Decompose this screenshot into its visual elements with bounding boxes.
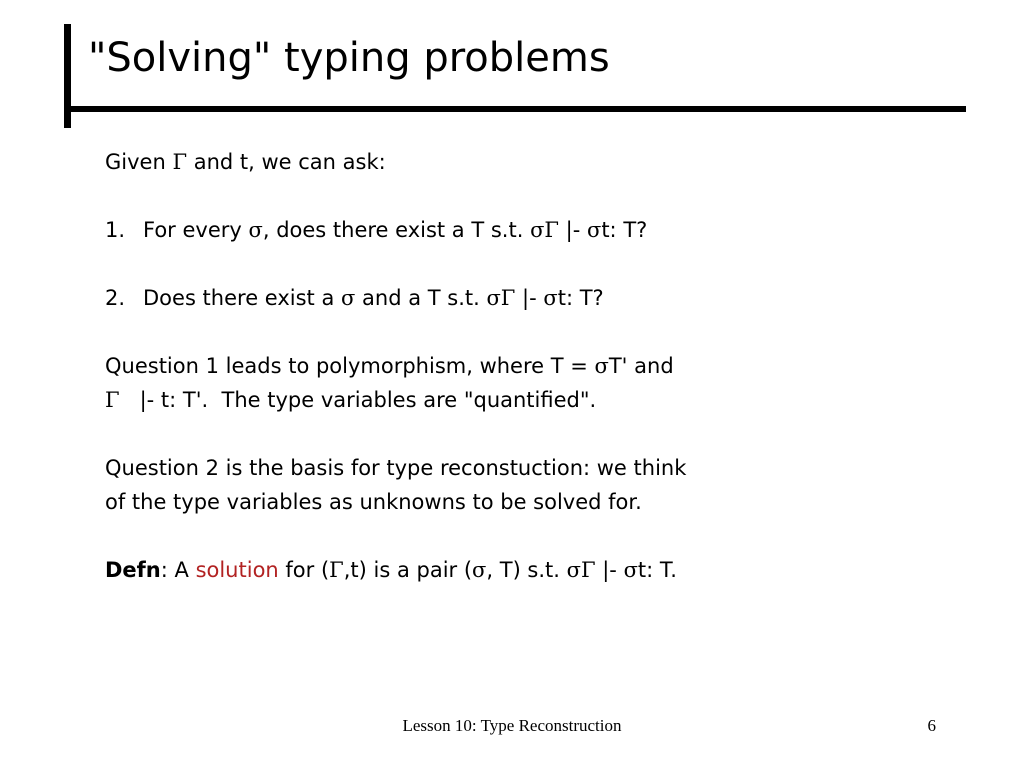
given-post: and t, we can ask: [187,150,386,174]
q2-post: t: T? [557,286,604,310]
sigma-gamma-symbol: σΓ [486,286,516,310]
paragraph-2-line-1: Question 2 is the basis for type reconstuction: we think [105,456,687,480]
turnstile: |- [515,286,544,310]
sigma-symbol: σ [248,218,263,242]
p1-line1-post: T' and [608,354,674,378]
sigma-symbol: σ [341,286,356,310]
sigma-gamma-symbol: σΓ [566,558,596,582]
q1-pre: For every [143,218,249,242]
sigma-symbol: σ [586,218,602,242]
sigma-symbol: σ [472,558,487,582]
paragraph-2-line-2: of the type variables as unknowns to be solved for. [105,490,642,514]
spacer [105,417,985,451]
spacer [105,179,985,213]
sigma-symbol: σ [594,354,609,378]
sigma-gamma-symbol: σΓ [530,218,559,242]
question-1-number: 1. [105,218,126,242]
defn-colon: : A [160,558,196,582]
definition-line [105,553,985,587]
defn-mid: ,t) is a pair ( [343,558,473,582]
spacer [105,519,985,553]
p1-line1-pre: Question 1 leads to polymorphism, where T = [105,354,595,378]
gamma-symbol: Γ [329,558,344,582]
defn-label: Defn [105,558,161,582]
defn-mid2: , T) s.t. [486,558,567,582]
page-number: 6 [927,716,936,735]
given-line [105,145,985,179]
sigma-symbol: σ [543,286,558,310]
spacer [105,247,985,281]
title-horizontal-rule [64,106,966,112]
p1-line2-post: |- t: T'. The type variables are "quantified". [119,388,597,412]
defn-pre: for ( [278,558,330,582]
title-vertical-rule [64,24,71,128]
question-1-line [105,213,985,247]
spacer [105,315,985,349]
slide-title: "Solving" typing problems [88,35,610,81]
q2-pre: Does there exist a [143,286,341,310]
paragraph-1-line-2 [105,383,985,417]
footer-lesson-title: Lesson 10: Type Reconstruction [402,716,622,735]
gamma-symbol: Γ [172,150,188,174]
question-2-line [105,281,985,315]
sigma-symbol: σ [623,558,638,582]
turnstile: |- [595,558,624,582]
defn-post: t: T. [637,558,677,582]
solution-term: solution [195,558,279,582]
paragraph-1-line-1 [105,349,985,383]
slide-body [105,145,985,587]
q1-mid: , does there exist a T s.t. [262,218,531,242]
given-pre: Given [105,150,173,174]
gamma-symbol: Γ [105,388,120,412]
turnstile: |- [558,218,587,242]
question-2-number: 2. [105,286,126,310]
q1-post: t: T? [601,218,648,242]
q2-mid: and a T s.t. [355,286,487,310]
